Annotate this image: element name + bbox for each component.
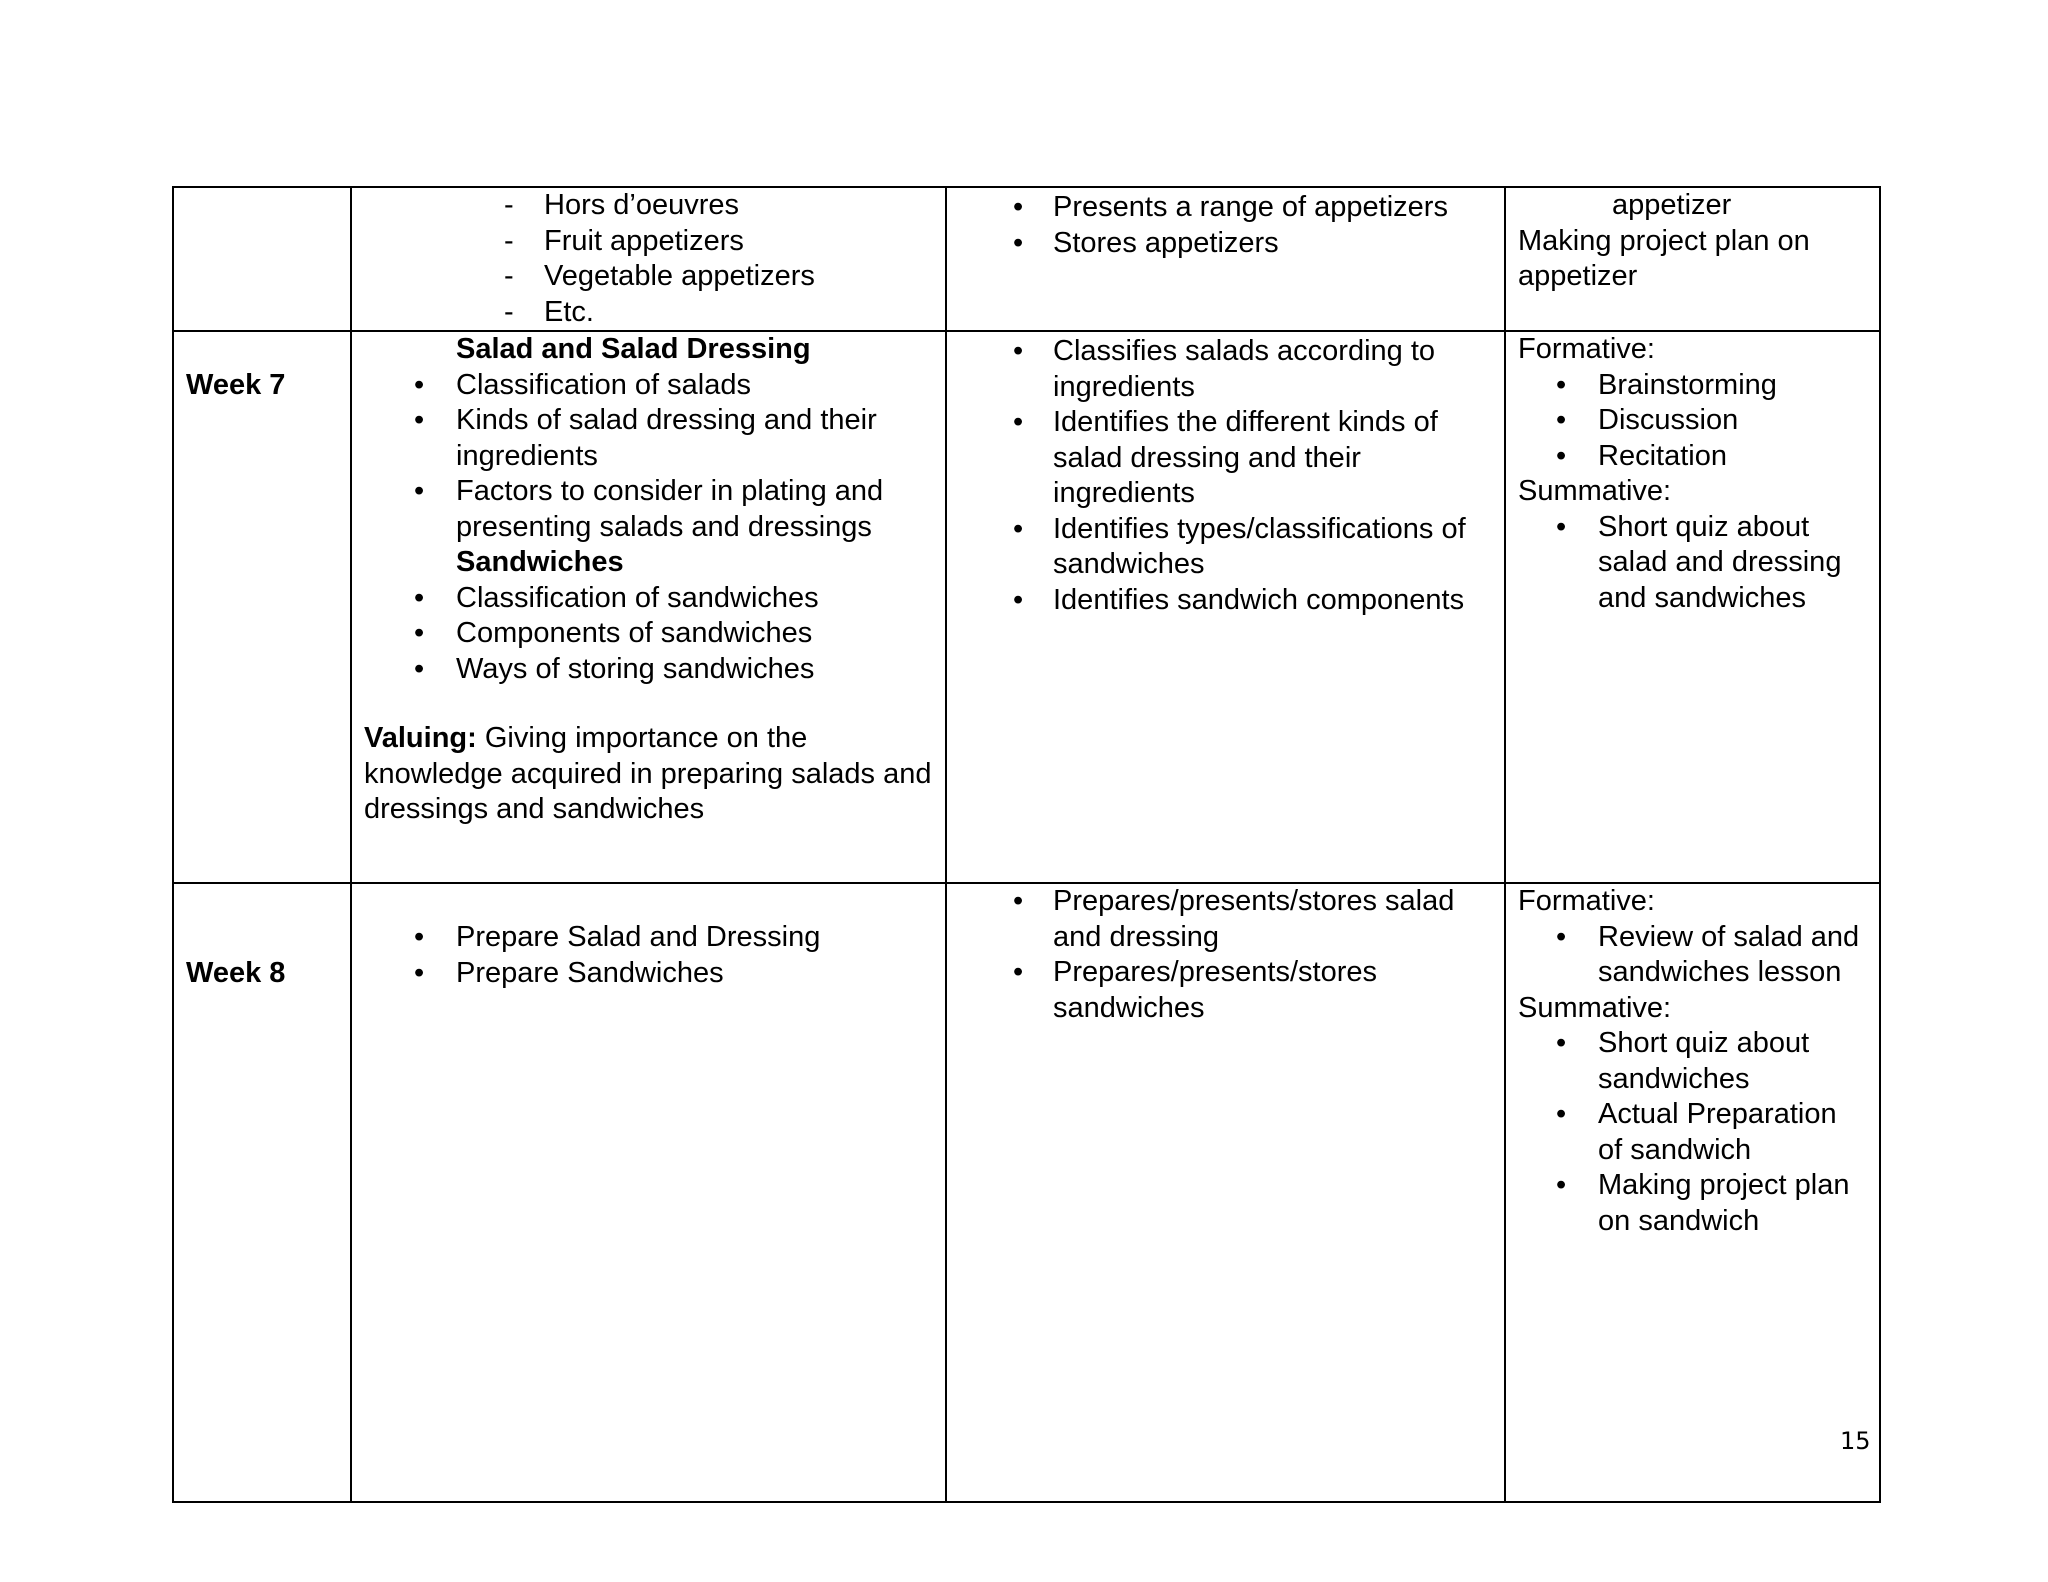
summative-label: Summative: [1518,991,1672,1024]
list-item: • Prepare Salad and Dressing [364,920,933,956]
week-cell [173,883,351,1502]
valuing-label: Valuing: [364,722,477,754]
formative-label: Formative: [1518,333,1655,365]
list-item: - Fruit appetizers [364,224,933,260]
assessment-cell [1505,883,1880,1502]
list-item: • Factors to consider in plating and presenting salads and dressings [364,474,933,545]
sandwich-topics-list [364,581,933,688]
list-item: • Identifies types/classifications of sandwiches [959,512,1492,583]
list-item: • Review of salad and sandwiches lesson [1518,920,1867,991]
content-cell [351,331,946,883]
preparation-list [364,920,933,991]
list-item: • Prepare Sandwiches [364,956,933,992]
summative-list [1518,510,1867,617]
list-item: • Ways of storing sandwiches [364,652,933,688]
formative-label: Formative: [1518,885,1655,917]
list-item: • Short quiz about salad and dressing and sandwiches [1518,510,1867,617]
assessment-continuation: appetizer [1612,189,1732,221]
list-item: • Components of sandwiches [364,616,933,652]
table-row [173,331,1880,883]
list-item: • Brainstorming [1518,368,1867,404]
valuing-paragraph [364,721,933,828]
page-number: 15 [1840,1427,1871,1455]
assessment-cell [1505,187,1880,331]
summative-list [1518,1026,1867,1239]
list-item: • Discussion [1518,403,1867,439]
summative-label: Summative: [1518,475,1672,507]
list-item: • Making project plan on sandwich [1518,1168,1867,1239]
valuing-text: Giving importance on the knowledge acquired in preparing salads and dressings and sandwiches [364,722,932,825]
formative-list [1518,920,1867,991]
competencies-cell [946,187,1505,331]
content-cell [351,883,946,1502]
competencies-cell [946,331,1505,883]
list-item: - Etc. [364,295,933,331]
list-item: • Kinds of salad dressing and their ingredients [364,403,933,474]
list-item: • Short quiz about sandwiches [1518,1026,1867,1097]
formative-list [1518,368,1867,475]
appetizer-types-list [364,188,933,330]
list-item: - Hors d’oeuvres [364,188,933,224]
content-cell [351,187,946,331]
assessment-text: Making project plan on appetizer [1518,224,1810,292]
section-heading: Salad and Salad Dressing [456,333,811,365]
list-item: • Classification of sandwiches [364,581,933,617]
list-item: • Presents a range of appetizers [959,190,1492,226]
table-row [173,187,1880,331]
week-cell [173,331,351,883]
week-label: Week 7 [186,369,286,401]
list-item: • Actual Preparation of sandwich [1518,1097,1867,1168]
curriculum-table [172,186,1881,1503]
list-item: • Prepares/presents/stores salad and dressing [959,884,1492,955]
competencies-list [959,884,1492,1026]
assessment-cell [1505,331,1880,883]
list-item: • Prepares/presents/stores sandwiches [959,955,1492,1026]
week-cell [173,187,351,331]
competencies-list [959,188,1492,261]
salad-topics-list [364,368,933,546]
table-row [173,883,1880,1502]
list-item: • Classification of salads [364,368,933,404]
list-item: • Identifies the different kinds of salad dressing and their ingredients [959,405,1492,512]
list-item: • Identifies sandwich components [959,583,1492,619]
list-item: • Stores appetizers [959,226,1492,262]
competencies-list [959,332,1492,618]
list-item: • Classifies salads according to ingredients [959,334,1492,405]
section-heading: Sandwiches [456,546,624,578]
list-item: • Recitation [1518,439,1867,475]
week-label: Week 8 [186,957,286,989]
list-item: - Vegetable appetizers [364,259,933,295]
competencies-cell [946,883,1505,1502]
